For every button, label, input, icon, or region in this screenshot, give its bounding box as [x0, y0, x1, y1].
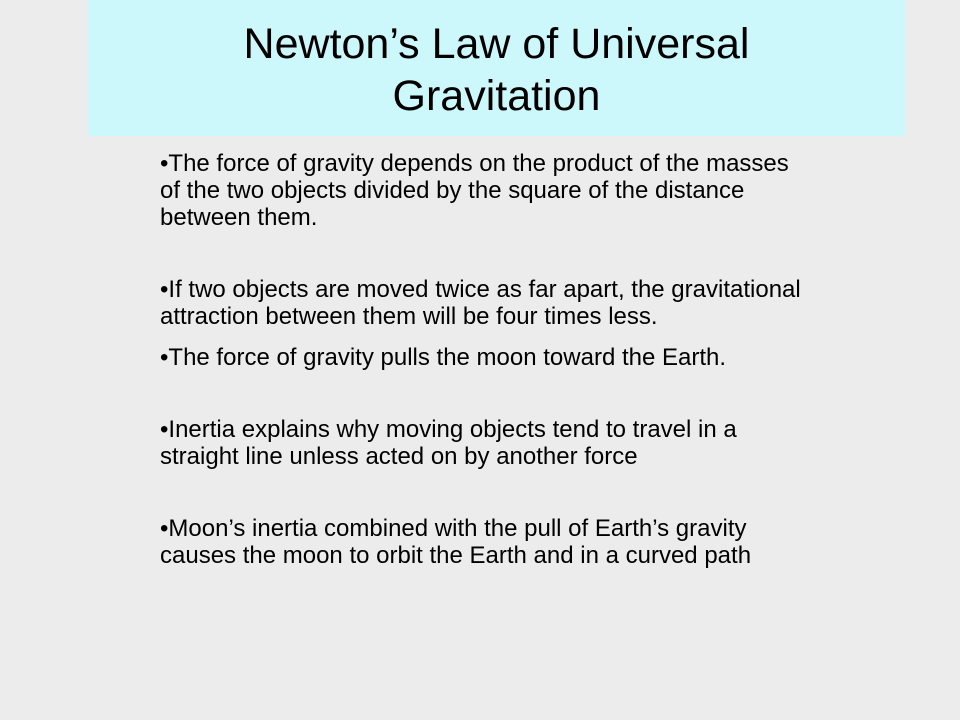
bullet-dot: •: [160, 344, 169, 371]
bullet-text: If two objects are moved twice as far apart, the gravitational attraction between them will be four times less.: [160, 276, 801, 330]
bullet-dot: •: [160, 150, 169, 177]
bullet-text: Moon’s inertia combined with the pull of Earth’s gravity causes the moon to orbit the Earth and in a curved path: [160, 515, 752, 569]
slide-title: [244, 14, 750, 122]
bullet-dot: •: [160, 416, 169, 443]
bullet-item: [160, 344, 810, 371]
bullet-item: [160, 515, 810, 569]
bullet-item: [160, 276, 810, 330]
title-line-1: Newton’s Law of Universal: [243, 20, 750, 68]
bullet-text: The force of gravity pulls the moon toward the Earth.: [168, 344, 727, 371]
bullet-item: [160, 416, 810, 470]
bullet-dot: •: [160, 515, 169, 542]
title-line-2: Gravitation: [392, 72, 601, 120]
title-box: [88, 0, 905, 136]
bullet-text: Inertia explains why moving objects tend to travel in a straight line unless acted on by another force: [160, 416, 737, 470]
bullet-item: [160, 150, 810, 231]
bullet-dot: •: [160, 276, 169, 303]
bullet-list: [160, 146, 810, 569]
bullet-text: The force of gravity depends on the product of the masses of the two objects divided by the square of the distance between them.: [160, 150, 789, 231]
